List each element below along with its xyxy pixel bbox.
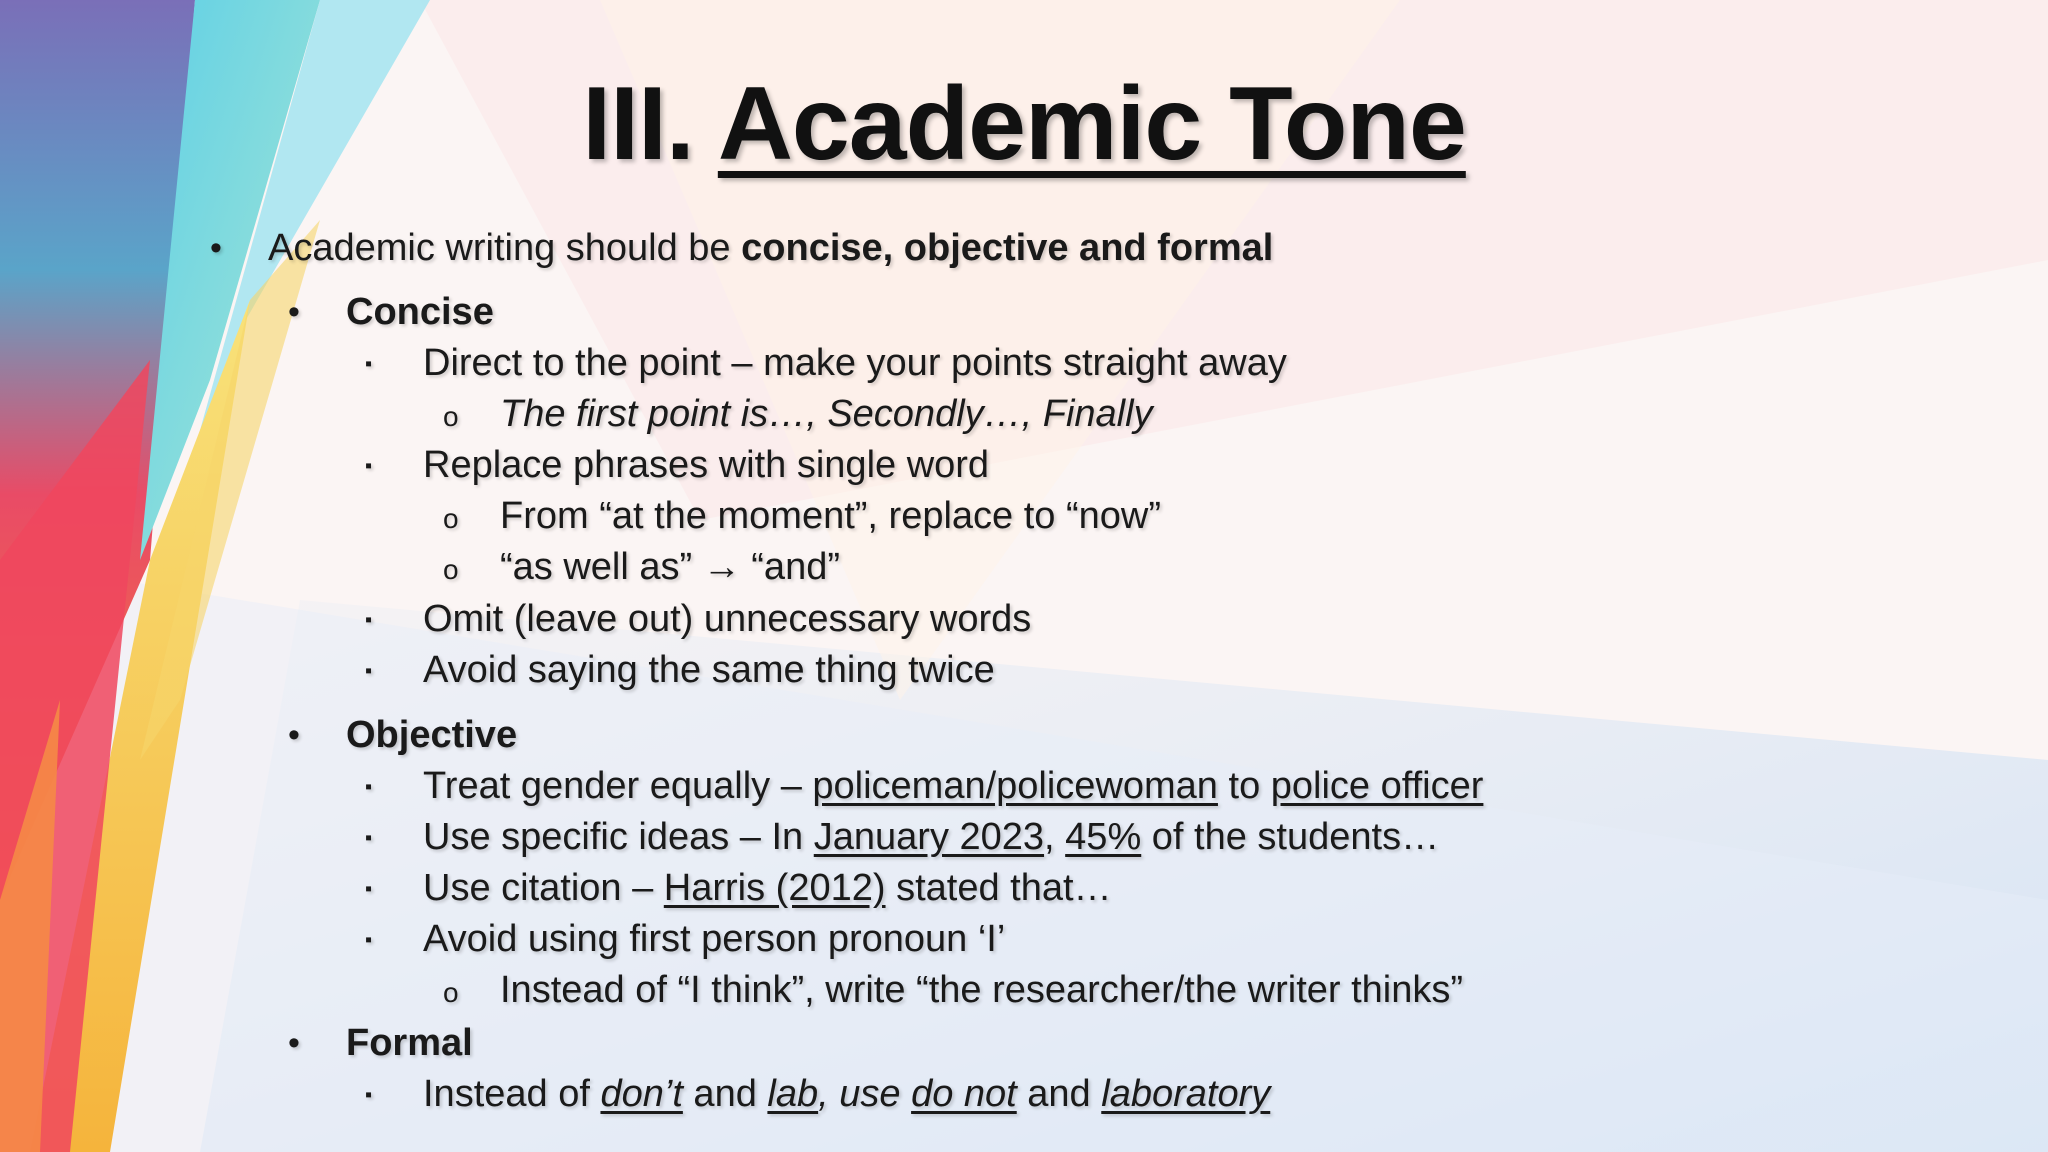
underlined-text: lab [767, 1073, 819, 1115]
arrow-icon: → [702, 546, 741, 588]
title-prefix: III. [582, 66, 694, 182]
objective-point-4-example: Instead of “I think”, write “the researcher/the writer thinks” [500, 969, 1464, 1011]
text: , use [818, 1073, 912, 1115]
text: stated that… [885, 867, 1112, 909]
formal-point-1 [423, 1069, 1270, 1119]
bullet-level4: o [443, 977, 459, 1008]
concise-point-4: Avoid saying the same thing twice [423, 649, 995, 691]
bullet-level4: o [443, 503, 459, 534]
concise-heading: Concise [346, 291, 494, 333]
objective-point-3 [423, 863, 1112, 913]
concise-point-2-example-2 [500, 542, 840, 592]
text: , [1044, 816, 1066, 858]
concise-point-1: Direct to the point – make your points straight away [423, 342, 1287, 384]
concise-point-2-example-1: From “at the moment”, replace to “now” [500, 495, 1161, 537]
formal-heading: Formal [346, 1022, 473, 1064]
intro-line [268, 223, 1273, 273]
example-word: “and” [751, 546, 840, 588]
text: Use citation – [423, 867, 664, 909]
bullet-level4: o [443, 554, 459, 585]
concise-point-1-example: The first point is…, Secondly…, Finally [500, 393, 1153, 435]
bullet-level3: ▪ [365, 878, 373, 900]
text: Treat gender equally – [423, 765, 813, 807]
bullet-level4: o [443, 401, 459, 432]
underlined-text: policeman/policewoman [812, 765, 1218, 807]
example-phrase: “as well as” [500, 546, 693, 588]
intro-text: Academic writing should be [268, 227, 742, 269]
objective-point-2 [423, 812, 1439, 862]
underlined-text: Harris (2012) [663, 867, 886, 909]
underlined-text: January 2023 [813, 816, 1045, 858]
text: and [1016, 1073, 1102, 1115]
bullet-level3: ▪ [365, 660, 373, 682]
text: and [682, 1073, 768, 1115]
text: Instead of [423, 1073, 601, 1115]
bullet-level3: ▪ [365, 776, 373, 798]
text: of the students… [1141, 816, 1440, 858]
underlined-text: 45% [1065, 816, 1142, 858]
concise-point-3: Omit (leave out) unnecessary words [423, 598, 1032, 640]
title-main: Academic Tone [717, 66, 1466, 182]
underlined-text: laboratory [1101, 1073, 1271, 1115]
bullet-level3: ▪ [365, 609, 373, 631]
bullet-level3: ▪ [365, 455, 373, 477]
underlined-text: police officer [1270, 765, 1484, 807]
text: Use specific ideas – In [423, 816, 814, 858]
bullet-level2: • [288, 1024, 300, 1062]
bullet-level3: ▪ [365, 353, 373, 375]
bullet-level2: • [288, 716, 300, 754]
objective-point-1 [423, 761, 1483, 811]
objective-heading: Objective [346, 714, 518, 756]
intro-bold: concise, objective and formal [741, 227, 1274, 269]
bullet-level3: ▪ [365, 1084, 373, 1106]
bullet-level3: ▪ [365, 827, 373, 849]
text: to [1217, 765, 1271, 807]
bullet-level1: • [210, 229, 222, 267]
concise-point-2: Replace phrases with single word [423, 444, 990, 486]
underlined-text: do not [911, 1073, 1017, 1115]
underlined-text: don’t [600, 1073, 683, 1115]
bullet-level3: ▪ [365, 929, 373, 951]
objective-point-4: Avoid using first person pronoun ‘I’ [423, 918, 1006, 960]
bullet-level2: • [288, 293, 300, 331]
